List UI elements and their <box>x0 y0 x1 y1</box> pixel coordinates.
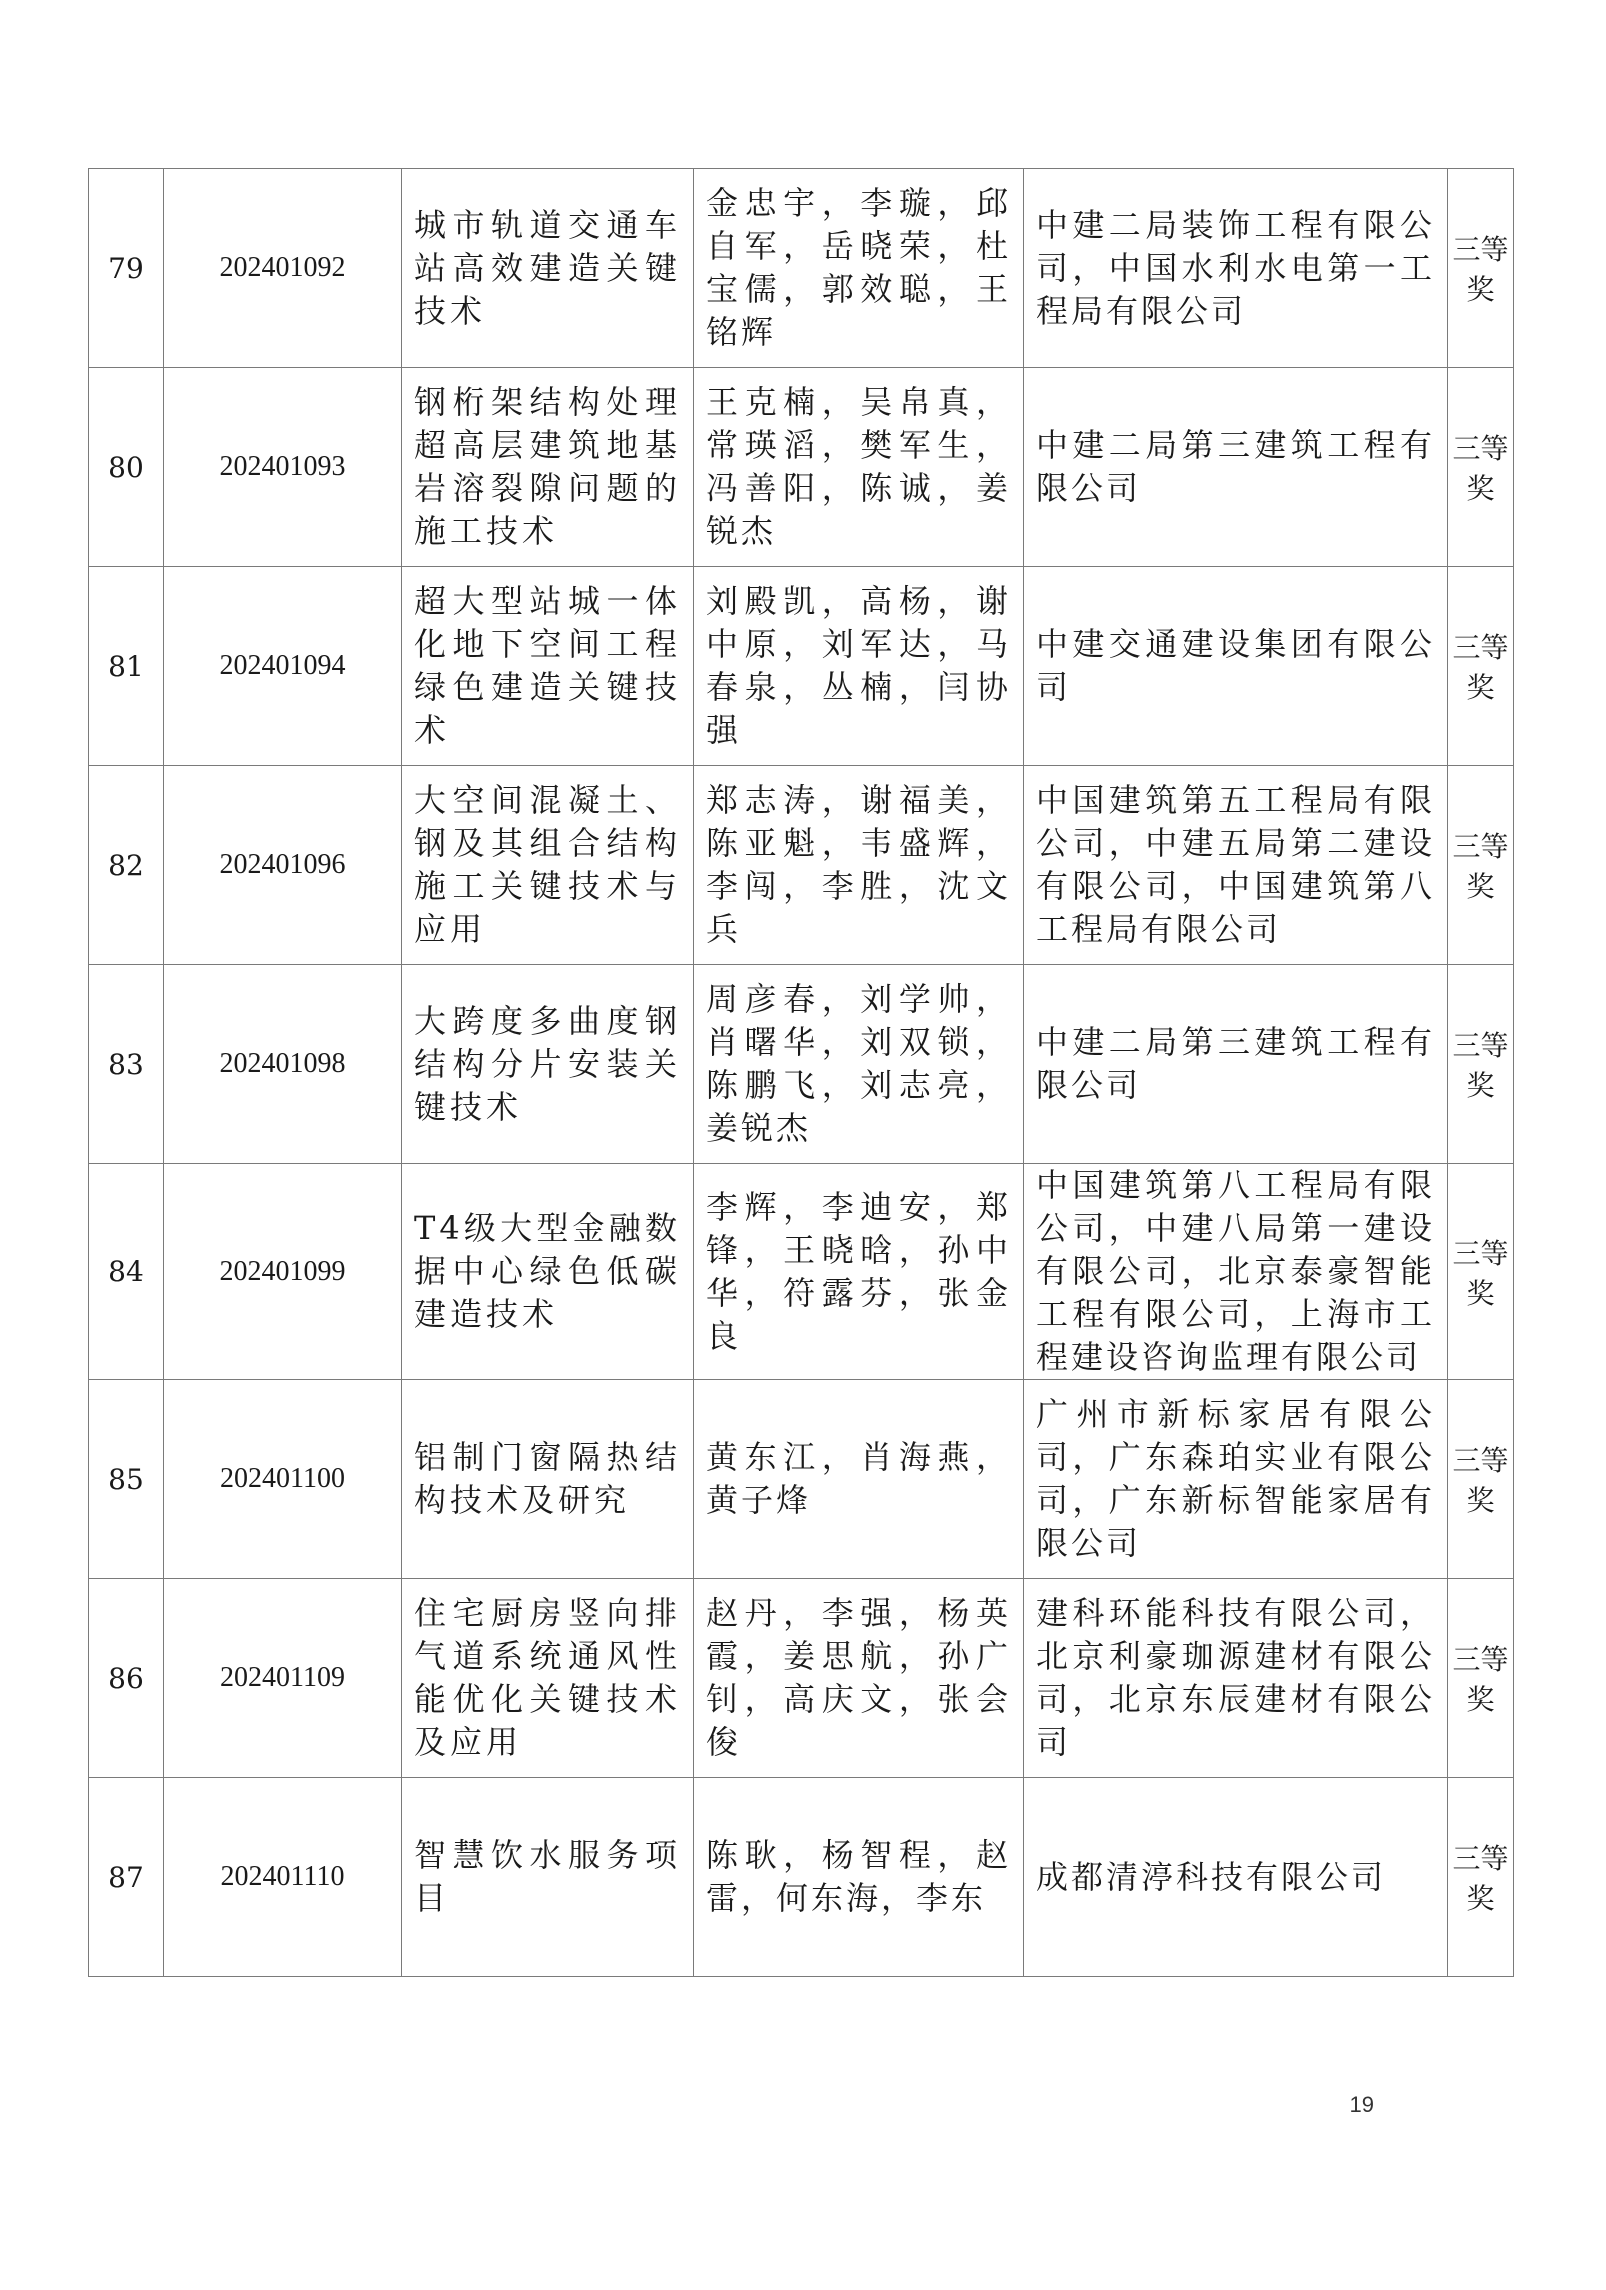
project-code: 202401092 <box>164 169 402 368</box>
project-people: 金忠宇，李璇，邱自军，岳晓荣，杜宝儒，郭效聪，王铭辉 <box>694 169 1024 368</box>
project-name: 城市轨道交通车站高效建造关键技术 <box>402 169 694 368</box>
project-organization: 中建交通建设集团有限公司 <box>1024 567 1448 766</box>
table-row <box>89 1778 1514 1977</box>
project-name: 住宅厨房竖向排气道系统通风性能优化关键技术及应用 <box>402 1579 694 1778</box>
project-code: 202401099 <box>164 1164 402 1380</box>
row-number: 83 <box>89 965 164 1164</box>
row-number: 87 <box>89 1778 164 1977</box>
project-name: T4级大型金融数据中心绿色低碳建造技术 <box>402 1164 694 1380</box>
project-organization: 建科环能科技有限公司，北京利豪珈源建材有限公司，北京东辰建材有限公司 <box>1024 1579 1448 1778</box>
row-number: 80 <box>89 368 164 567</box>
project-people: 王克楠，吴帛真，常瑛滔，樊军生，冯善阳，陈诚，姜锐杰 <box>694 368 1024 567</box>
row-number: 86 <box>89 1579 164 1778</box>
project-code: 202401096 <box>164 766 402 965</box>
table-row <box>89 1579 1514 1778</box>
project-people: 陈耿，杨智程，赵雷，何东海，李东 <box>694 1778 1024 1977</box>
project-name: 智慧饮水服务项目 <box>402 1778 694 1977</box>
row-number: 84 <box>89 1164 164 1380</box>
table-row <box>89 1164 1514 1380</box>
project-people: 黄东江，肖海燕，黄子烽 <box>694 1380 1024 1579</box>
project-people: 周彦春，刘学帅，肖曙华，刘双锁，陈鹏飞，刘志亮，姜锐杰 <box>694 965 1024 1164</box>
project-code: 202401110 <box>164 1778 402 1977</box>
row-number: 81 <box>89 567 164 766</box>
award-level: 三等奖 <box>1448 766 1514 965</box>
row-number: 79 <box>89 169 164 368</box>
award-level: 三等奖 <box>1448 1579 1514 1778</box>
project-code: 202401100 <box>164 1380 402 1579</box>
project-name: 铝制门窗隔热结构技术及研究 <box>402 1380 694 1579</box>
project-organization: 中国建筑第五工程局有限公司，中建五局第二建设有限公司，中国建筑第八工程局有限公司 <box>1024 766 1448 965</box>
award-level: 三等奖 <box>1448 1164 1514 1380</box>
row-number: 85 <box>89 1380 164 1579</box>
award-level: 三等奖 <box>1448 965 1514 1164</box>
table-row <box>89 965 1514 1164</box>
project-people: 李辉，李迪安，郑锋，王晓晗，孙中华，符露芬，张金良 <box>694 1164 1024 1380</box>
table-row <box>89 567 1514 766</box>
project-name: 大跨度多曲度钢结构分片安装关键技术 <box>402 965 694 1164</box>
project-organization: 中建二局第三建筑工程有限公司 <box>1024 965 1448 1164</box>
project-code: 202401109 <box>164 1579 402 1778</box>
award-level: 三等奖 <box>1448 1778 1514 1977</box>
project-organization: 成都清渟科技有限公司 <box>1024 1778 1448 1977</box>
award-table <box>88 168 1514 1977</box>
project-organization: 广州市新标家居有限公司，广东森珀实业有限公司，广东新标智能家居有限公司 <box>1024 1380 1448 1579</box>
award-level: 三等奖 <box>1448 567 1514 766</box>
project-organization: 中国建筑第八工程局有限公司，中建八局第一建设有限公司，北京泰豪智能工程有限公司，上海市工程建设咨询监理有限公司 <box>1024 1164 1448 1380</box>
table-row <box>89 368 1514 567</box>
project-name: 超大型站城一体化地下空间工程绿色建造关键技术 <box>402 567 694 766</box>
table-row <box>89 169 1514 368</box>
page-number: 19 <box>1349 2092 1374 2117</box>
award-level: 三等奖 <box>1448 169 1514 368</box>
project-people: 赵丹，李强，杨英霞，姜思航，孙广钊，高庆文，张会俊 <box>694 1579 1024 1778</box>
project-organization: 中建二局第三建筑工程有限公司 <box>1024 368 1448 567</box>
project-code: 202401098 <box>164 965 402 1164</box>
project-people: 刘殿凯，高杨，谢中原，刘军达，马春泉，丛楠，闫协强 <box>694 567 1024 766</box>
project-name: 钢桁架结构处理超高层建筑地基岩溶裂隙问题的施工技术 <box>402 368 694 567</box>
table-row <box>89 1380 1514 1579</box>
award-level: 三等奖 <box>1448 1380 1514 1579</box>
project-code: 202401093 <box>164 368 402 567</box>
row-number: 82 <box>89 766 164 965</box>
table-row <box>89 766 1514 965</box>
project-name: 大空间混凝土、钢及其组合结构施工关键技术与应用 <box>402 766 694 965</box>
project-code: 202401094 <box>164 567 402 766</box>
project-organization: 中建二局装饰工程有限公司，中国水利水电第一工程局有限公司 <box>1024 169 1448 368</box>
project-people: 郑志涛，谢福美，陈亚魁，韦盛辉，李闯，李胜，沈文兵 <box>694 766 1024 965</box>
award-level: 三等奖 <box>1448 368 1514 567</box>
